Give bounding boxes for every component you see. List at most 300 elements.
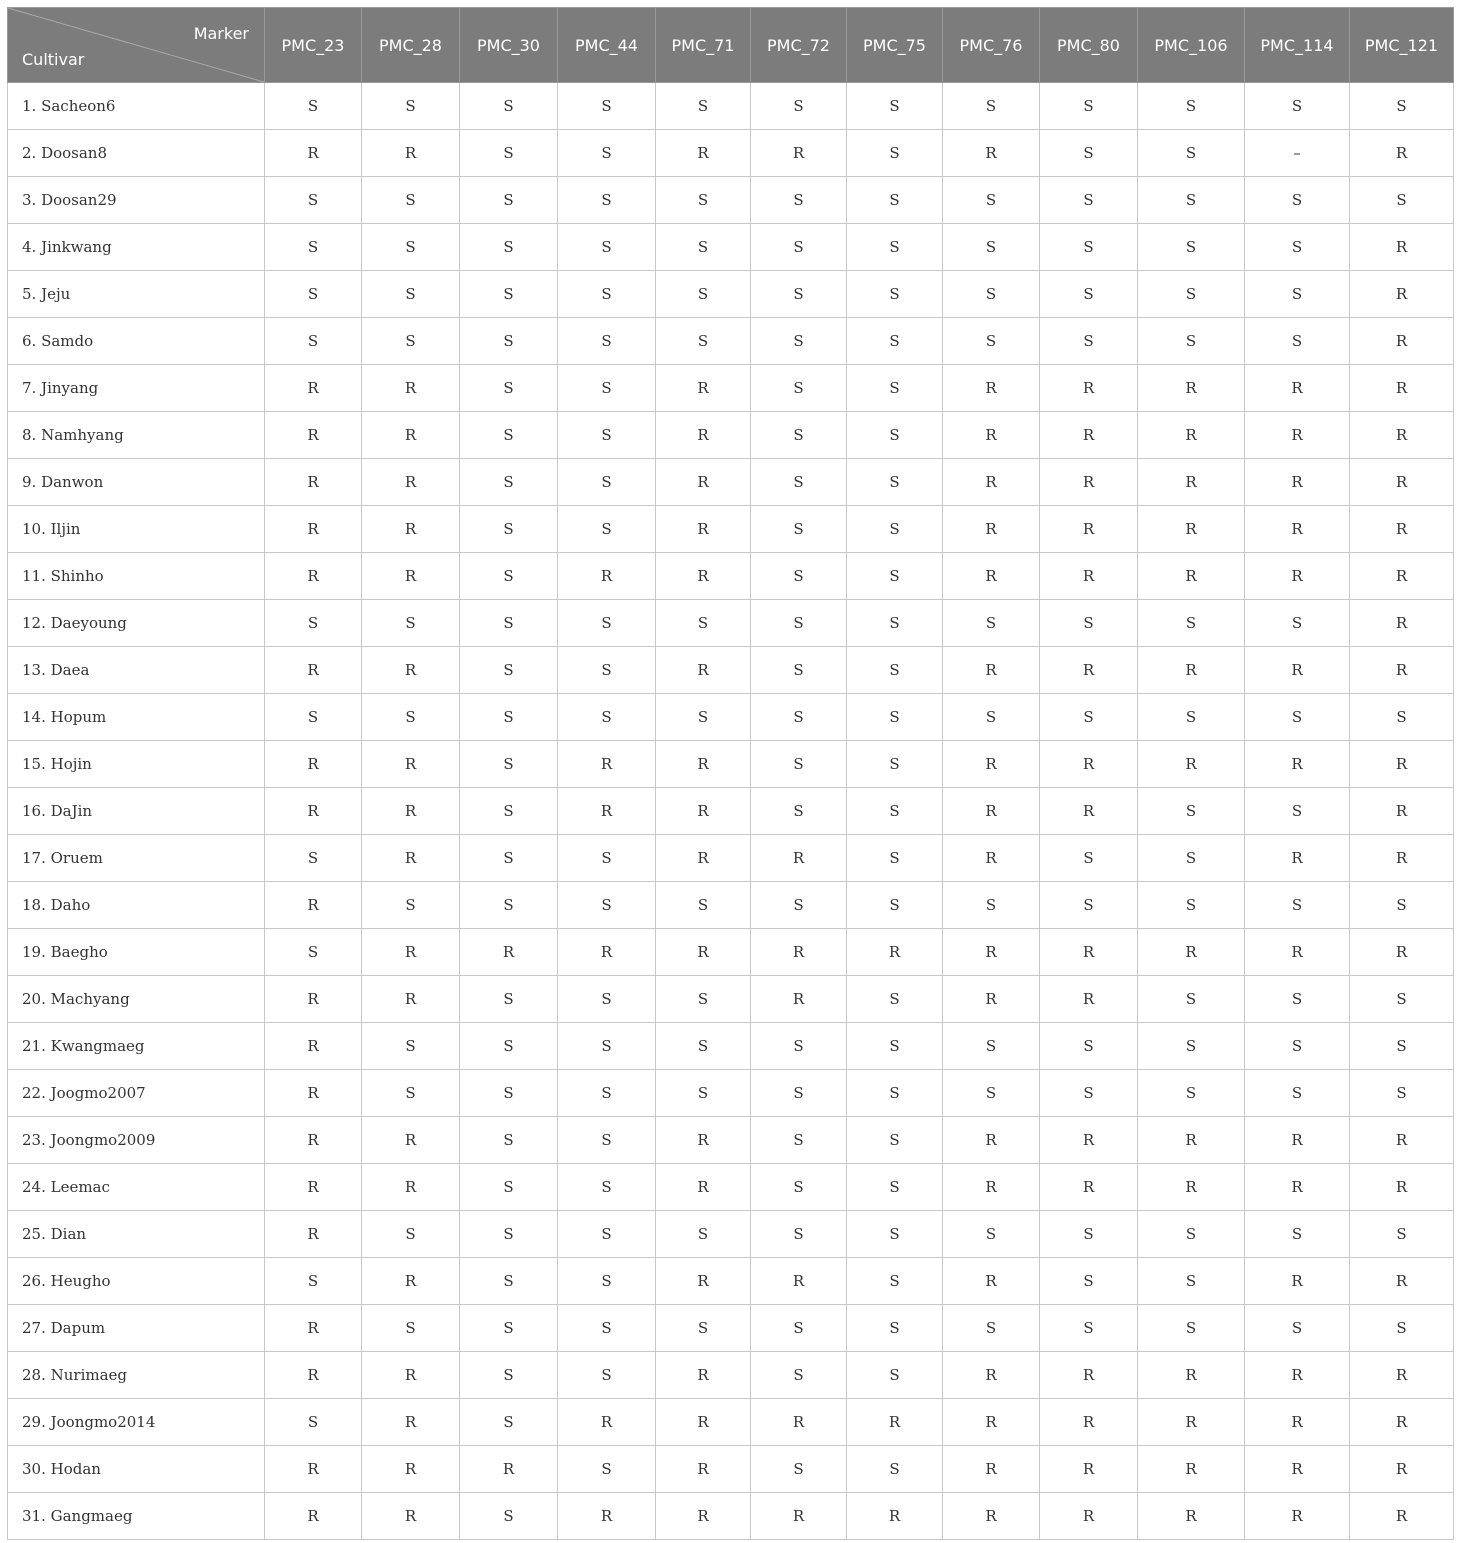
resistance-value-cell: S [656, 1211, 751, 1258]
table-row [8, 835, 1454, 882]
resistance-value-cell: S [751, 177, 847, 224]
resistance-value-cell: S [751, 1305, 847, 1352]
resistance-value-cell: R [751, 1493, 847, 1540]
resistance-value-cell: S [751, 506, 847, 553]
resistance-value-cell: S [362, 882, 460, 929]
resistance-value-cell: S [362, 224, 460, 271]
resistance-value-cell: S [558, 882, 656, 929]
resistance-value-cell: S [1350, 177, 1454, 224]
resistance-value-cell: R [265, 741, 362, 788]
resistance-value-cell: S [1040, 177, 1138, 224]
resistance-value-cell: R [1040, 365, 1138, 412]
table-row [8, 177, 1454, 224]
resistance-value-cell: R [265, 1023, 362, 1070]
resistance-value-cell: S [847, 741, 943, 788]
resistance-value-cell: S [751, 1446, 847, 1493]
table-row [8, 271, 1454, 318]
resistance-value-cell: R [558, 1493, 656, 1540]
resistance-value-cell: R [943, 741, 1040, 788]
resistance-value-cell: S [460, 318, 558, 365]
resistance-value-cell: S [1138, 600, 1245, 647]
resistance-value-cell: S [558, 412, 656, 459]
cultivar-name-cell: 30. Hodan [8, 1446, 265, 1493]
resistance-value-cell: S [558, 976, 656, 1023]
resistance-value-cell: S [362, 600, 460, 647]
resistance-value-cell: R [1245, 506, 1350, 553]
resistance-value-cell: S [751, 741, 847, 788]
resistance-value-cell: R [362, 1164, 460, 1211]
resistance-value-cell: R [943, 506, 1040, 553]
resistance-value-cell: S [656, 694, 751, 741]
resistance-value-cell: S [558, 600, 656, 647]
resistance-value-cell: R [1040, 788, 1138, 835]
resistance-value-cell: S [362, 1211, 460, 1258]
resistance-value-cell: R [1138, 1117, 1245, 1164]
resistance-value-cell: S [847, 882, 943, 929]
cultivar-name-cell: 17. Oruem [8, 835, 265, 882]
resistance-value-cell: S [1245, 600, 1350, 647]
resistance-value-cell: R [265, 1305, 362, 1352]
resistance-value-cell: S [656, 224, 751, 271]
marker-table-container [7, 7, 1453, 1540]
resistance-value-cell: S [460, 412, 558, 459]
cultivar-name-cell: 25. Dian [8, 1211, 265, 1258]
resistance-value-cell: R [656, 835, 751, 882]
resistance-value-cell: R [943, 835, 1040, 882]
resistance-value-cell: R [943, 1446, 1040, 1493]
cultivar-name-cell: 19. Baegho [8, 929, 265, 976]
resistance-value-cell: R [943, 976, 1040, 1023]
table-row [8, 741, 1454, 788]
resistance-value-cell: R [362, 1446, 460, 1493]
resistance-value-cell: R [1040, 741, 1138, 788]
resistance-value-cell: S [1138, 1305, 1245, 1352]
cultivar-name-cell: 21. Kwangmaeg [8, 1023, 265, 1070]
table-row [8, 365, 1454, 412]
resistance-value-cell: R [265, 1446, 362, 1493]
resistance-value-cell: R [943, 553, 1040, 600]
resistance-value-cell: R [1350, 1258, 1454, 1305]
resistance-value-cell: R [751, 1399, 847, 1446]
resistance-value-cell: R [558, 788, 656, 835]
resistance-value-cell: R [1138, 459, 1245, 506]
resistance-value-cell: R [847, 1493, 943, 1540]
resistance-value-cell: S [1138, 318, 1245, 365]
resistance-value-cell: R [362, 1399, 460, 1446]
cultivar-name-cell: 24. Leemac [8, 1164, 265, 1211]
cultivar-name-cell: 13. Daea [8, 647, 265, 694]
table-row [8, 1493, 1454, 1540]
resistance-value-cell: R [1245, 647, 1350, 694]
resistance-value-cell: S [751, 1164, 847, 1211]
resistance-value-cell: S [1138, 1070, 1245, 1117]
resistance-value-cell: R [1350, 318, 1454, 365]
resistance-value-cell: R [265, 882, 362, 929]
resistance-value-cell: S [460, 976, 558, 1023]
resistance-value-cell: R [1350, 929, 1454, 976]
resistance-value-cell: S [656, 318, 751, 365]
resistance-value-cell: R [1350, 835, 1454, 882]
resistance-value-cell: R [362, 412, 460, 459]
resistance-value-cell: S [1245, 224, 1350, 271]
resistance-value-cell: R [1245, 929, 1350, 976]
resistance-value-cell: S [1350, 882, 1454, 929]
diagonal-divider [8, 8, 264, 82]
resistance-value-cell: R [1245, 1352, 1350, 1399]
resistance-value-cell: S [558, 1446, 656, 1493]
resistance-value-cell: S [1040, 1211, 1138, 1258]
table-row [8, 130, 1454, 177]
table-row [8, 553, 1454, 600]
resistance-value-cell: S [1245, 177, 1350, 224]
resistance-value-cell: S [943, 694, 1040, 741]
resistance-value-cell: S [751, 1211, 847, 1258]
resistance-value-cell: S [265, 1258, 362, 1305]
resistance-value-cell: R [943, 647, 1040, 694]
resistance-value-cell: R [265, 365, 362, 412]
resistance-value-cell: R [1350, 506, 1454, 553]
resistance-value-cell: S [460, 1023, 558, 1070]
resistance-value-cell: S [460, 177, 558, 224]
resistance-value-cell: S [1040, 694, 1138, 741]
resistance-value-cell: S [558, 835, 656, 882]
resistance-value-cell: S [558, 130, 656, 177]
resistance-value-cell: R [1245, 553, 1350, 600]
table-row [8, 1446, 1454, 1493]
table-header [8, 8, 1454, 83]
resistance-value-cell: S [265, 694, 362, 741]
resistance-value-cell: R [1138, 1164, 1245, 1211]
resistance-value-cell: S [460, 365, 558, 412]
resistance-value-cell: R [943, 459, 1040, 506]
resistance-value-cell: R [1040, 1117, 1138, 1164]
resistance-value-cell: R [751, 835, 847, 882]
resistance-value-cell: R [656, 1399, 751, 1446]
resistance-value-cell: S [460, 224, 558, 271]
resistance-value-cell: R [1040, 1446, 1138, 1493]
resistance-value-cell: S [1138, 271, 1245, 318]
resistance-value-cell: S [656, 83, 751, 130]
resistance-value-cell: R [362, 365, 460, 412]
resistance-value-cell: S [943, 1023, 1040, 1070]
resistance-value-cell: S [460, 1493, 558, 1540]
cultivar-name-cell: 15. Hojin [8, 741, 265, 788]
resistance-value-cell: S [1350, 1305, 1454, 1352]
cultivar-name-cell: 4. Jinkwang [8, 224, 265, 271]
resistance-value-cell: S [656, 271, 751, 318]
header-row [8, 8, 1454, 83]
resistance-value-cell: R [943, 1399, 1040, 1446]
resistance-value-cell: S [751, 318, 847, 365]
resistance-value-cell: S [1245, 694, 1350, 741]
resistance-value-cell: S [656, 976, 751, 1023]
resistance-value-cell: R [656, 506, 751, 553]
resistance-value-cell: R [1040, 459, 1138, 506]
table-row [8, 1211, 1454, 1258]
resistance-value-cell: R [1138, 1446, 1245, 1493]
resistance-value-cell: R [943, 929, 1040, 976]
resistance-value-cell: S [656, 600, 751, 647]
resistance-value-cell: S [751, 271, 847, 318]
resistance-value-cell: S [362, 271, 460, 318]
resistance-value-cell: S [751, 365, 847, 412]
marker-column-header: PMC_80 [1040, 8, 1138, 83]
resistance-value-cell: R [362, 788, 460, 835]
resistance-value-cell: R [265, 1117, 362, 1164]
cultivar-name-cell: 26. Heugho [8, 1258, 265, 1305]
resistance-value-cell: R [1350, 1164, 1454, 1211]
resistance-value-cell: S [460, 1258, 558, 1305]
resistance-value-cell: S [460, 1352, 558, 1399]
resistance-value-cell: R [1350, 1352, 1454, 1399]
resistance-value-cell: R [943, 1117, 1040, 1164]
table-row [8, 1258, 1454, 1305]
cultivar-axis-label: Cultivar [22, 50, 85, 69]
resistance-value-cell: S [558, 459, 656, 506]
resistance-value-cell: S [847, 1211, 943, 1258]
resistance-value-cell: R [1350, 1446, 1454, 1493]
cultivar-name-cell: 10. Iljin [8, 506, 265, 553]
resistance-value-cell: R [1040, 412, 1138, 459]
resistance-value-cell: S [751, 459, 847, 506]
resistance-value-cell: S [847, 130, 943, 177]
resistance-value-cell: R [362, 506, 460, 553]
resistance-value-cell: R [656, 365, 751, 412]
resistance-value-cell: S [558, 177, 656, 224]
resistance-value-cell: S [943, 1211, 1040, 1258]
resistance-value-cell: R [265, 506, 362, 553]
table-row [8, 1070, 1454, 1117]
resistance-value-cell: S [847, 1117, 943, 1164]
resistance-value-cell: R [1040, 1399, 1138, 1446]
cultivar-name-cell: 14. Hopum [8, 694, 265, 741]
marker-column-header: PMC_71 [656, 8, 751, 83]
cultivar-name-cell: 28. Nurimaeg [8, 1352, 265, 1399]
resistance-value-cell: S [751, 788, 847, 835]
resistance-value-cell: S [265, 1399, 362, 1446]
resistance-value-cell: S [558, 318, 656, 365]
resistance-value-cell: R [1245, 1493, 1350, 1540]
resistance-value-cell: S [847, 1070, 943, 1117]
table-row [8, 882, 1454, 929]
resistance-value-cell: S [460, 1070, 558, 1117]
resistance-value-cell: S [1040, 130, 1138, 177]
resistance-value-cell: R [656, 1258, 751, 1305]
corner-header-cell [8, 8, 265, 83]
resistance-value-cell: S [460, 1164, 558, 1211]
resistance-value-cell: R [265, 412, 362, 459]
resistance-value-cell: S [943, 600, 1040, 647]
resistance-value-cell: S [847, 1164, 943, 1211]
resistance-value-cell: S [460, 506, 558, 553]
resistance-value-cell: R [362, 1493, 460, 1540]
resistance-value-cell: S [558, 1211, 656, 1258]
resistance-value-cell: R [943, 365, 1040, 412]
resistance-value-cell: S [1350, 1211, 1454, 1258]
resistance-value-cell: S [1040, 224, 1138, 271]
resistance-value-cell: S [1138, 177, 1245, 224]
resistance-value-cell: S [751, 882, 847, 929]
resistance-value-cell: R [1245, 1399, 1350, 1446]
resistance-value-cell: R [656, 130, 751, 177]
resistance-value-cell: R [1138, 412, 1245, 459]
resistance-value-cell: R [362, 976, 460, 1023]
resistance-value-cell: S [362, 694, 460, 741]
cultivar-name-cell: 9. Danwon [8, 459, 265, 506]
resistance-value-cell: S [656, 882, 751, 929]
resistance-value-cell: R [1350, 130, 1454, 177]
cultivar-name-cell: 29. Joongmo2014 [8, 1399, 265, 1446]
cultivar-name-cell: 18. Daho [8, 882, 265, 929]
marker-column-header: PMC_75 [847, 8, 943, 83]
resistance-value-cell: S [558, 694, 656, 741]
resistance-value-cell: R [1245, 835, 1350, 882]
resistance-value-cell: R [1138, 1493, 1245, 1540]
marker-column-header: PMC_106 [1138, 8, 1245, 83]
resistance-value-cell: S [1138, 694, 1245, 741]
resistance-value-cell: S [751, 647, 847, 694]
resistance-value-cell: S [751, 1352, 847, 1399]
resistance-value-cell: S [1138, 83, 1245, 130]
cultivar-name-cell: 31. Gangmaeg [8, 1493, 265, 1540]
resistance-value-cell: S [943, 224, 1040, 271]
resistance-value-cell: S [1040, 83, 1138, 130]
resistance-value-cell: S [1040, 271, 1138, 318]
resistance-value-cell: S [1040, 1070, 1138, 1117]
resistance-value-cell: S [460, 882, 558, 929]
resistance-value-cell: S [558, 83, 656, 130]
resistance-value-cell: R [751, 130, 847, 177]
resistance-value-cell: S [362, 1070, 460, 1117]
resistance-value-cell: S [656, 1023, 751, 1070]
resistance-value-cell: R [656, 741, 751, 788]
table-row [8, 1117, 1454, 1164]
table-row [8, 976, 1454, 1023]
resistance-value-cell: S [847, 506, 943, 553]
resistance-value-cell: S [265, 835, 362, 882]
resistance-value-cell: S [265, 224, 362, 271]
resistance-value-cell: R [1350, 553, 1454, 600]
resistance-value-cell: S [751, 1117, 847, 1164]
resistance-value-cell: R [265, 553, 362, 600]
resistance-value-cell: S [1245, 271, 1350, 318]
resistance-value-cell: S [1138, 1023, 1245, 1070]
resistance-value-cell: S [460, 788, 558, 835]
resistance-value-cell: S [558, 647, 656, 694]
resistance-value-cell: S [460, 600, 558, 647]
resistance-value-cell: – [1245, 130, 1350, 177]
marker-column-header: PMC_76 [943, 8, 1040, 83]
resistance-value-cell: S [558, 1164, 656, 1211]
resistance-value-cell: S [1245, 318, 1350, 365]
resistance-value-cell: S [1040, 882, 1138, 929]
resistance-value-cell: S [1040, 1258, 1138, 1305]
resistance-value-cell: S [460, 835, 558, 882]
table-row [8, 788, 1454, 835]
marker-column-header: PMC_44 [558, 8, 656, 83]
resistance-value-cell: R [656, 1493, 751, 1540]
resistance-value-cell: R [1138, 929, 1245, 976]
resistance-value-cell: S [362, 1023, 460, 1070]
resistance-value-cell: R [1138, 506, 1245, 553]
resistance-value-cell: S [847, 1023, 943, 1070]
resistance-value-cell: S [751, 412, 847, 459]
resistance-value-cell: R [847, 929, 943, 976]
cultivar-name-cell: 2. Doosan8 [8, 130, 265, 177]
resistance-value-cell: R [1040, 976, 1138, 1023]
resistance-value-cell: R [362, 459, 460, 506]
resistance-value-cell: S [558, 271, 656, 318]
table-row [8, 1305, 1454, 1352]
resistance-value-cell: S [1138, 224, 1245, 271]
cultivar-name-cell: 23. Joongmo2009 [8, 1117, 265, 1164]
resistance-value-cell: S [943, 318, 1040, 365]
resistance-value-cell: R [362, 835, 460, 882]
resistance-value-cell: S [362, 83, 460, 130]
resistance-value-cell: R [362, 1117, 460, 1164]
resistance-value-cell: S [1040, 1305, 1138, 1352]
resistance-value-cell: S [943, 1305, 1040, 1352]
resistance-value-cell: S [943, 1070, 1040, 1117]
resistance-value-cell: S [1245, 1305, 1350, 1352]
resistance-value-cell: S [1350, 694, 1454, 741]
resistance-value-cell: S [265, 271, 362, 318]
resistance-value-cell: R [1245, 459, 1350, 506]
cultivar-name-cell: 7. Jinyang [8, 365, 265, 412]
resistance-value-cell: R [1350, 647, 1454, 694]
resistance-value-cell: R [1350, 1117, 1454, 1164]
resistance-value-cell: S [1245, 1211, 1350, 1258]
resistance-value-cell: R [656, 1117, 751, 1164]
resistance-value-cell: R [1138, 1399, 1245, 1446]
resistance-value-cell: S [751, 1070, 847, 1117]
resistance-value-cell: S [265, 600, 362, 647]
resistance-value-cell: R [943, 1258, 1040, 1305]
resistance-value-cell: S [847, 1446, 943, 1493]
resistance-value-cell: S [847, 83, 943, 130]
resistance-value-cell: R [1040, 929, 1138, 976]
table-body [8, 83, 1454, 1540]
resistance-value-cell: S [847, 177, 943, 224]
resistance-value-cell: R [1350, 1493, 1454, 1540]
resistance-value-cell: R [943, 412, 1040, 459]
resistance-value-cell: S [751, 553, 847, 600]
resistance-value-cell: S [265, 318, 362, 365]
resistance-value-cell: S [460, 741, 558, 788]
resistance-value-cell: S [847, 976, 943, 1023]
marker-column-header: PMC_72 [751, 8, 847, 83]
resistance-value-cell: R [265, 1211, 362, 1258]
resistance-value-cell: R [265, 788, 362, 835]
resistance-value-cell: S [847, 318, 943, 365]
resistance-value-cell: S [847, 835, 943, 882]
resistance-value-cell: S [847, 647, 943, 694]
resistance-value-cell: R [1245, 412, 1350, 459]
table-row [8, 83, 1454, 130]
resistance-value-cell: R [265, 1493, 362, 1540]
resistance-value-cell: R [558, 741, 656, 788]
resistance-value-cell: S [1350, 1070, 1454, 1117]
table-row [8, 1164, 1454, 1211]
resistance-value-cell: R [1350, 271, 1454, 318]
resistance-value-cell: R [751, 976, 847, 1023]
resistance-value-cell: R [1040, 647, 1138, 694]
table-row [8, 929, 1454, 976]
table-row [8, 224, 1454, 271]
marker-axis-label: Marker [193, 24, 249, 43]
resistance-value-cell: S [1350, 83, 1454, 130]
resistance-value-cell: R [1245, 1117, 1350, 1164]
